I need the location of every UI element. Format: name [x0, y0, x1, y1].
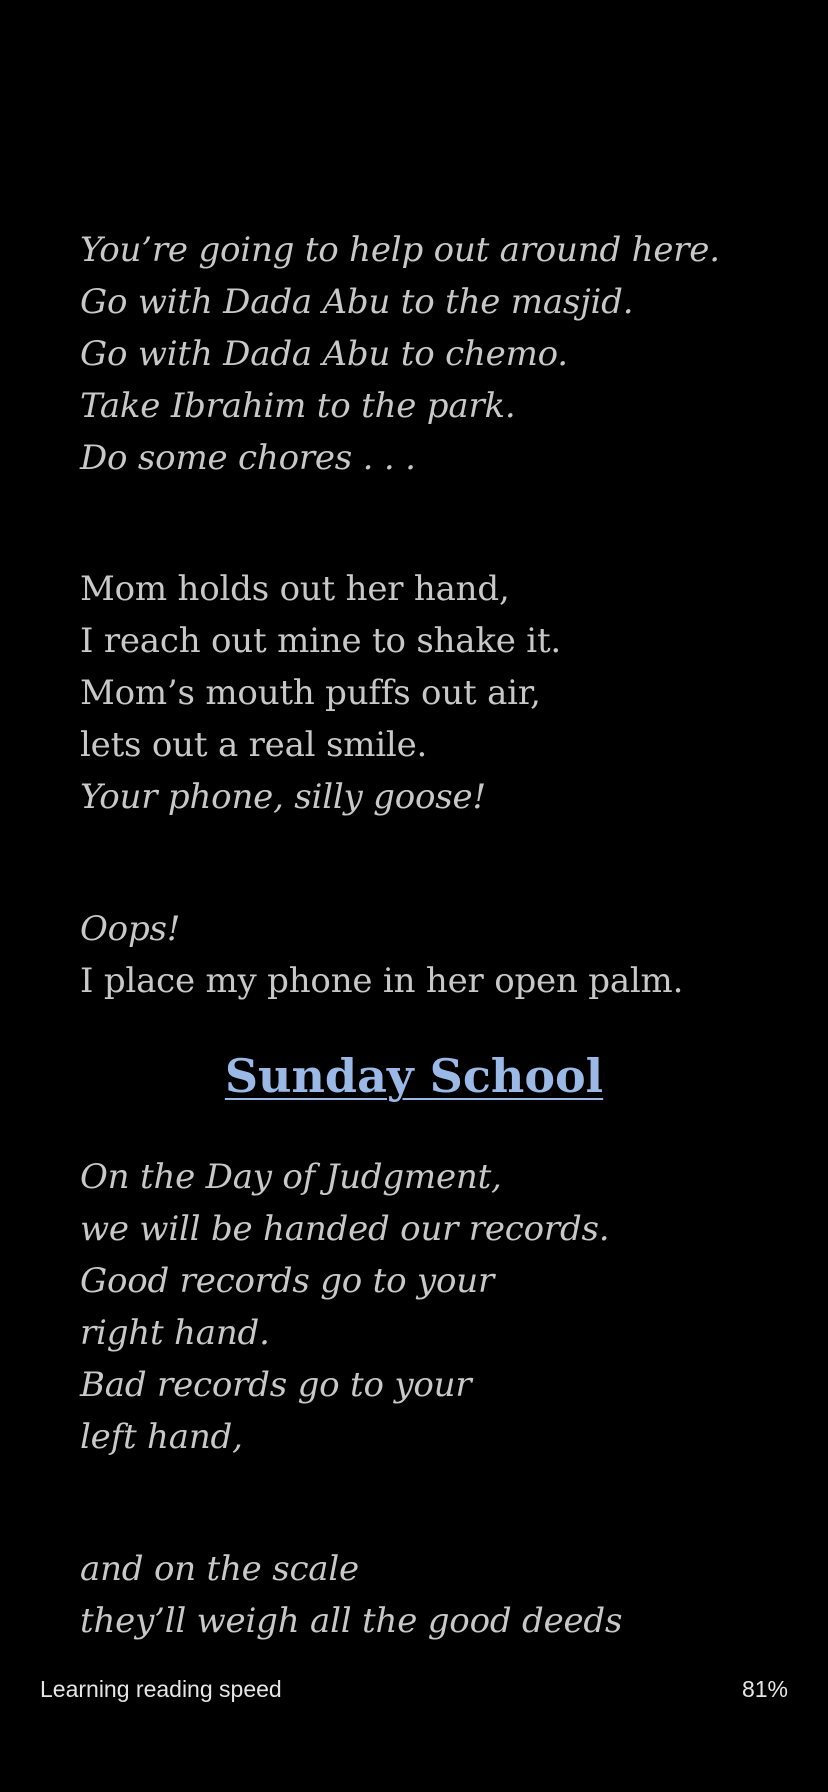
text-line: You’re going to help out around here.: [80, 230, 720, 270]
text-line: Bad records go to your: [80, 1365, 472, 1405]
reading-status-bar: [0, 1670, 828, 1710]
text-line: left hand,: [80, 1417, 243, 1457]
text-line: Oops!: [80, 909, 181, 949]
stanza-3: [80, 903, 780, 1007]
text-line: Good records go to your: [80, 1261, 495, 1301]
text-line: we will be handed our records.: [80, 1209, 610, 1249]
text-line: I reach out mine to shake it.: [80, 621, 562, 661]
text-line: On the Day of Judgment,: [80, 1157, 502, 1197]
text-line: Take Ibrahim to the park.: [80, 386, 516, 426]
text-line: Go with Dada Abu to the masjid.: [80, 282, 634, 322]
stanza-2: [80, 563, 780, 823]
progress-percent: 81%: [741, 1676, 788, 1702]
text-line: Mom holds out her hand,: [80, 569, 510, 609]
text-line: they’ll weigh all the good deeds: [80, 1601, 623, 1641]
text-line: Do some chores . . .: [80, 438, 416, 478]
stanza-4: [80, 1151, 780, 1463]
text-line: I place my phone in her open palm.: [80, 961, 684, 1001]
text-line: Mom’s mouth puffs out air,: [80, 673, 541, 713]
stanza-1: [80, 224, 780, 484]
text-line: and on the scale: [80, 1549, 359, 1589]
text-line: right hand.: [80, 1313, 270, 1353]
text-line: lets out a real smile.: [80, 725, 428, 765]
text-line: Go with Dada Abu to chemo.: [80, 334, 568, 374]
reading-speed-label: Learning reading speed: [40, 1676, 282, 1702]
text-line: Your phone, silly goose!: [80, 777, 486, 817]
stanza-5: [80, 1543, 780, 1647]
chapter-heading-link[interactable]: Sunday School: [224, 1049, 604, 1103]
